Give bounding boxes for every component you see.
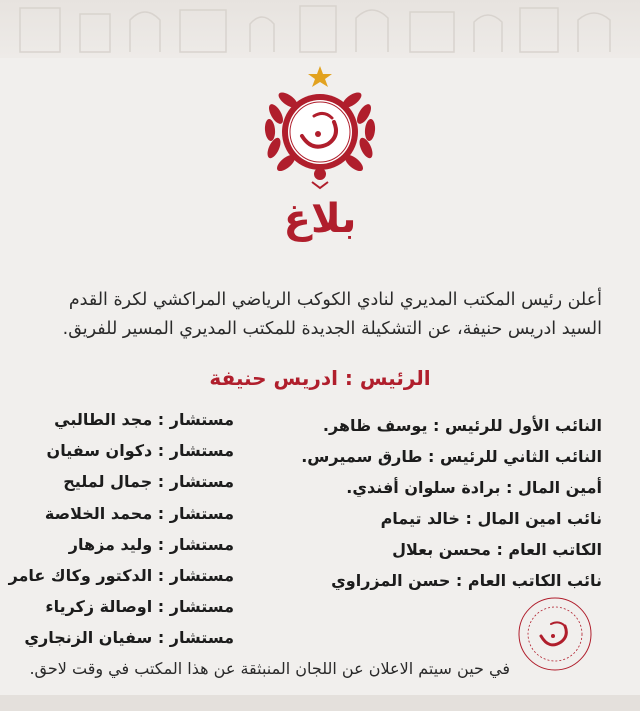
- decorative-pattern: [0, 0, 640, 58]
- footer-band: [0, 695, 640, 711]
- intro-line: أعلن رئيس المكتب المديري لنادي الكوكب الرياضي المراكشي لكرة القدم: [68, 290, 602, 310]
- announcement-intro: [28, 286, 602, 344]
- officer-item: نائب امين المال : خالد تيمام: [380, 509, 602, 528]
- officer-item: نائب الكاتب العام : حسن المزراوي: [331, 571, 602, 590]
- officer-item: الكاتب العام : محسن بعلال: [392, 540, 602, 559]
- advisor-item: مستشار : محمد الخلاصة: [44, 503, 234, 523]
- advisor-item: مستشار : وليد مزهار: [68, 534, 234, 554]
- club-crest-icon: [254, 64, 386, 190]
- president-line: الرئيس : ادريس حنيفة: [209, 366, 431, 390]
- header-pattern-band: [0, 0, 640, 58]
- advisor-item: مستشار : الدكتور وكاك عامر: [8, 565, 234, 585]
- season-badge-icon: [517, 596, 593, 672]
- officer-item: النائب الأول للرئيس : يوسف ظاهر.: [322, 416, 602, 435]
- advisor-item: مستشار : اوصالة زكرياء: [45, 597, 234, 617]
- advisor-item: مستشار : دكوان سفيان: [46, 441, 234, 461]
- advisor-item: مستشار : جمال لمليح: [63, 472, 234, 492]
- page-title: بلاغ: [283, 196, 357, 242]
- advisor-item: مستشار : مجد الطالبي: [54, 410, 234, 429]
- officer-item: النائب الثاني للرئيس : طارق سميرس.: [301, 447, 602, 466]
- footer-note: في حين سيتم الاعلان عن اللجان المنبثقة عن هذا المكتب في وقت لاحق.: [29, 659, 510, 678]
- intro-line: السيد ادريس حنيفة، عن التشكيلة الجديدة للمكتب المديري المسير للفريق.: [62, 319, 602, 339]
- advisors-list: [8, 404, 234, 654]
- advisor-item: مستشار : سفيان الزنجاري: [24, 628, 234, 648]
- officer-item: أمين المال : برادة سلوان أفندي.: [346, 478, 602, 497]
- officers-list: [302, 410, 602, 596]
